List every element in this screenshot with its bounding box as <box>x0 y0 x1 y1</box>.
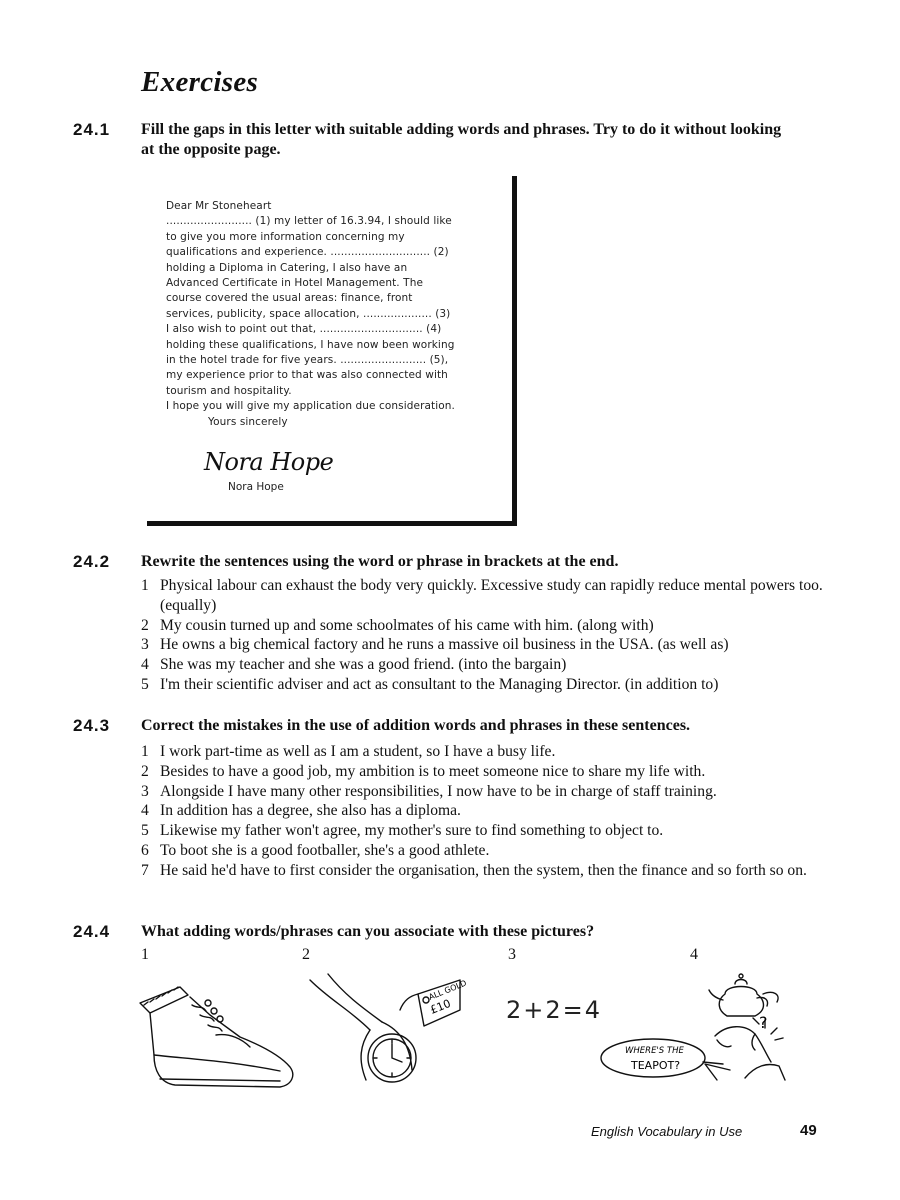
letter-line: I hope you will give my application due consideration. <box>166 400 455 413</box>
letter-line: course covered the usual areas: finance, front <box>166 292 413 305</box>
letter-line: I also wish to point out that, .............................. (4) <box>166 323 442 336</box>
item-number: 6 <box>141 841 149 859</box>
item-text: My cousin turned up and some schoolmates of his came with him. (along with) <box>160 616 654 634</box>
letter-line: to give you more information concerning my <box>166 230 405 243</box>
page-title: Exercises <box>141 66 259 98</box>
letter-line: Advanced Certificate in Hotel Management. The <box>166 277 424 290</box>
handwritten-signature: Nora Hope <box>204 448 334 476</box>
letter-closing: Yours sincerely <box>208 415 288 428</box>
exercise-instruction: Correct the mistakes in the use of addition words and phrases in these sentences. <box>141 717 691 734</box>
item-text: He owns a big chemical factory and he runs a massive oil business in the USA. (as well as) <box>160 636 729 654</box>
equation: 2+2=4 <box>506 996 603 1024</box>
teapot-illustration <box>595 970 815 1095</box>
letter-line: tourism and hospitality. <box>166 384 292 397</box>
boot-illustration <box>130 975 300 1095</box>
letter-line: services, publicity, space allocation, .................... (3) <box>166 307 451 320</box>
item-number: 5 <box>141 822 149 840</box>
list-item <box>141 576 831 616</box>
exercise-number: 24.3 <box>73 716 111 735</box>
item-text: I work part-time as well as I am a student, so I have a busy life. <box>160 743 556 760</box>
book-title: English Vocabulary in Use <box>591 1124 743 1139</box>
exercise-number: 24.2 <box>73 552 111 571</box>
signed-name: Nora Hope <box>228 481 284 493</box>
item-number: 7 <box>141 861 149 879</box>
item-text: Besides to have a good job, my ambition is to meet someone nice to share my life with. <box>160 762 706 780</box>
item-text: Alongside I have many other responsibilities, I now have to be in charge of staff training. <box>160 782 717 800</box>
tag-text: ALL GOLD <box>427 978 468 1002</box>
speech-line-2: TEAPOT? <box>631 1059 681 1072</box>
exercise-items <box>141 742 831 881</box>
item-number: 1 <box>141 577 149 594</box>
speech-line-1: WHERE'S THE <box>625 1046 684 1056</box>
list-item <box>141 801 831 821</box>
item-text: Physical labour can exhaust the body very quickly. Excessive study can rapidly reduce mental powers too. (equally) <box>160 577 823 614</box>
list-item <box>141 616 831 636</box>
letter-line: holding a Diploma in Catering, I also have an <box>166 261 408 274</box>
picture-number: 4 <box>690 946 698 963</box>
item-text: To boot she is a good footballer, she's a good athlete. <box>160 841 490 859</box>
list-item <box>141 782 831 802</box>
picture-number: 3 <box>508 946 516 963</box>
exercise-number: 24.4 <box>73 922 111 941</box>
list-item <box>141 762 831 782</box>
picture-number: 2 <box>302 946 310 963</box>
letter-line: ......................... (1) my letter of 16.3.94, I should like <box>166 215 452 228</box>
item-text: I'm their scientific adviser and act as consultant to the Managing Director. (in addition to) <box>160 675 719 693</box>
item-number: 1 <box>141 743 149 760</box>
thought-question-mark: ? <box>759 1013 768 1032</box>
list-item <box>141 635 831 655</box>
item-number: 2 <box>141 762 149 780</box>
list-item <box>141 841 831 861</box>
exercise-number: 24.1 <box>73 120 111 139</box>
list-item <box>141 861 831 881</box>
list-item <box>141 655 831 675</box>
item-number: 3 <box>141 782 149 800</box>
item-text: In addition has a degree, she also has a diploma. <box>160 802 461 820</box>
letter-line: qualifications and experience. ............................. (2) <box>166 246 449 259</box>
letter-line: holding these qualifications, I have now been working <box>166 338 455 351</box>
item-text: She was my teacher and she was a good friend. (into the bargain) <box>160 656 567 674</box>
list-item <box>141 742 831 762</box>
letter-line: Dear Mr Stoneheart <box>166 200 272 212</box>
item-number: 5 <box>141 675 149 693</box>
item-text: He said he'd have to first consider the organisation, then the system, then the finance and so forth so on. <box>160 861 807 879</box>
picture-number: 1 <box>141 946 149 963</box>
exercise-instruction: What adding words/phrases can you associate with these pictures? <box>141 923 595 940</box>
item-number: 4 <box>141 656 149 674</box>
item-number: 2 <box>141 616 149 634</box>
tag-price: £10 <box>428 996 453 1017</box>
item-text: Likewise my father won't agree, my mother's sure to find something to object to. <box>160 822 664 840</box>
list-item <box>141 821 831 841</box>
exercise-instruction: Fill the gaps in this letter with suitable adding words and phrases. Try to do it without looking at the opposite page. <box>141 121 782 158</box>
letter-body <box>166 199 496 430</box>
item-number: 3 <box>141 636 149 654</box>
list-item <box>141 675 831 695</box>
item-number: 4 <box>141 802 149 820</box>
watch-illustration <box>300 970 470 1095</box>
exercise-instruction: Rewrite the sentences using the word or phrase in brackets at the end. <box>141 553 619 570</box>
page-number: 49 <box>800 1122 817 1139</box>
letter-line: in the hotel trade for five years. ......................... (5), <box>166 354 449 367</box>
exercise-items <box>141 576 831 695</box>
letter-line: my experience prior to that was also connected with <box>166 369 448 382</box>
